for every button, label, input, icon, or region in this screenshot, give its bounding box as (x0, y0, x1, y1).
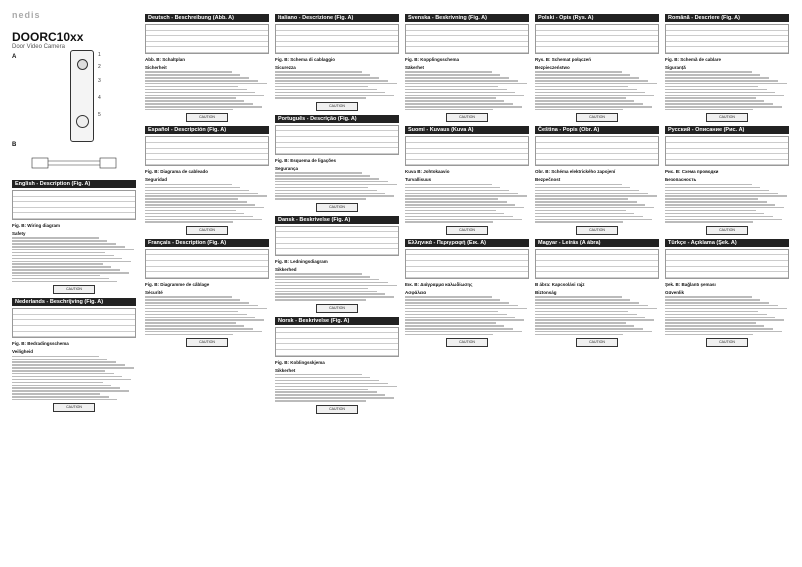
section-title: Polski - Opis (Rys. A) (535, 14, 659, 22)
parts-table (535, 24, 659, 54)
safety-heading: Safety (12, 230, 26, 236)
section-title: Türkçe - Açıklama (Şek. A) (665, 239, 789, 247)
column-1 (12, 176, 136, 556)
camera-lens-icon (77, 59, 88, 70)
caution-warning-icon: CAUTION (186, 226, 228, 235)
parts-row (666, 272, 788, 278)
parts-row (406, 160, 528, 166)
caution-warning-icon: CAUTION (576, 338, 618, 347)
language-section (275, 14, 399, 111)
language-section (535, 239, 659, 347)
product-name: Door Video Camera (12, 44, 65, 50)
callout-2: 2 (98, 64, 101, 70)
door-camera-illustration (70, 50, 94, 142)
parts-row (146, 47, 268, 53)
body-text (275, 71, 399, 98)
safety-heading: Siguranță (665, 64, 686, 70)
language-section (275, 115, 399, 212)
caution-warning-icon: CAUTION (316, 405, 358, 414)
section-title: Ελληνικά - Περιγραφή (Εικ. A) (405, 239, 529, 247)
section-title: English - Description (Fig. A) (12, 180, 136, 188)
section-title: Dansk - Beskrivelse (Fig. A) (275, 216, 399, 224)
section-title: Română - Descriere (Fig. A) (665, 14, 789, 22)
safety-heading: Bezpieczeństwo (535, 64, 570, 70)
parts-row (276, 47, 398, 53)
language-section (405, 14, 529, 122)
callout-5: 5 (98, 112, 101, 118)
body-text (405, 71, 529, 110)
body-text (275, 273, 399, 300)
body-text (145, 296, 269, 335)
caution-warning-icon: CAUTION (576, 113, 618, 122)
caution-warning-icon: CAUTION (446, 113, 488, 122)
parts-row (666, 160, 788, 166)
parts-table (145, 24, 269, 54)
figure-caption: Fig. B: Schemă de cablare (665, 56, 722, 62)
section-title: Norsk - Beskrivelse (Fig. A) (275, 317, 399, 325)
caution-warning-icon: CAUTION (576, 226, 618, 235)
figure-caption: Fig. B: Diagramme de câblage (145, 281, 210, 287)
section-title: Magyar - Leírás (A ábra) (535, 239, 659, 247)
doorbell-button-icon (76, 115, 89, 128)
fig-a-label: A (12, 54, 17, 60)
parts-row (536, 47, 658, 53)
body-text (535, 184, 659, 223)
section-title: Português - Descrição (Fig. A) (275, 115, 399, 123)
figure-caption: Fig. B: Esquema de ligações (275, 157, 337, 163)
safety-heading: Sikkerhed (275, 266, 297, 272)
language-section (12, 298, 136, 412)
parts-table (405, 249, 529, 279)
body-text (535, 296, 659, 335)
parts-table (665, 136, 789, 166)
safety-heading: Sicurezza (275, 64, 296, 70)
language-section (665, 239, 789, 347)
section-title: Español - Descripción (Fig. A) (145, 126, 269, 134)
parts-table (275, 24, 399, 54)
figure-caption: Kuva B: Johtokaavio (405, 169, 450, 175)
model-number: DOORC10xx (12, 30, 84, 44)
language-section (405, 126, 529, 234)
language-section (275, 216, 399, 313)
figure-caption: Fig. B: Koblingsskjema (275, 359, 325, 365)
figure-caption: Rys. B: Schemat połączeń (535, 56, 592, 62)
section-title: Français - Description (Fig. A) (145, 239, 269, 247)
parts-row (276, 148, 398, 154)
language-section (405, 239, 529, 347)
safety-heading: Turvallisuus (405, 177, 432, 183)
caution-warning-icon: CAUTION (706, 338, 748, 347)
body-text (145, 184, 269, 223)
column-2 (145, 10, 269, 558)
callout-1: 1 (98, 52, 101, 58)
section-title: Русский - Описание (Рис. A) (665, 126, 789, 134)
wiring-diagram (30, 150, 120, 176)
figure-caption: Obr. B: Schéma elektrického zapojení (535, 169, 616, 175)
column-4 (405, 10, 529, 558)
figure-caption: Şek. B: Bağlantı şeması (665, 281, 716, 287)
language-section (145, 239, 269, 347)
figure-caption: B ábra: Kapcsolási rajz (535, 281, 585, 287)
parts-row (146, 272, 268, 278)
column-3 (275, 10, 399, 558)
language-section (145, 14, 269, 122)
language-section (535, 14, 659, 122)
safety-heading: Säkerhet (405, 64, 425, 70)
safety-heading: Ασφάλεια (405, 289, 426, 295)
parts-row (13, 332, 135, 338)
section-title: Suomi - Kuvaus (Kuva A) (405, 126, 529, 134)
parts-table (275, 125, 399, 155)
body-text (665, 296, 789, 335)
caution-warning-icon: CAUTION (186, 338, 228, 347)
section-title: Nederlands - Beschrijving (Fig. A) (12, 298, 136, 306)
parts-table (665, 24, 789, 54)
body-text (665, 71, 789, 110)
safety-heading: Güvenlik (665, 289, 685, 295)
parts-table (275, 327, 399, 357)
parts-row (276, 350, 398, 356)
figure-caption: Fig. B: Bedradingsschema (12, 341, 69, 347)
parts-row (536, 160, 658, 166)
caution-warning-icon: CAUTION (446, 226, 488, 235)
safety-heading: Sécurité (145, 289, 163, 295)
language-section (275, 317, 399, 414)
safety-heading: Seguridad (145, 177, 168, 183)
section-title: Italiano - Descrizione (Fig. A) (275, 14, 399, 22)
language-section (12, 180, 136, 294)
figure-caption: Рис. B: Схема проводки (665, 169, 719, 175)
parts-row (276, 249, 398, 255)
safety-heading: Bezpečnost (535, 177, 561, 183)
parts-row (536, 272, 658, 278)
parts-row (13, 213, 135, 219)
body-text (145, 71, 269, 110)
figure-caption: Abb. B: Schaltplan (145, 56, 186, 62)
body-text (405, 296, 529, 335)
safety-heading: Biztonság (535, 289, 557, 295)
caution-warning-icon: CAUTION (706, 113, 748, 122)
parts-row (666, 47, 788, 53)
caution-warning-icon: CAUTION (316, 304, 358, 313)
caution-warning-icon: CAUTION (316, 203, 358, 212)
language-section (145, 126, 269, 234)
parts-table (145, 249, 269, 279)
safety-heading: Segurança (275, 165, 299, 171)
body-text (405, 184, 529, 223)
parts-table (405, 136, 529, 166)
figure-caption: Fig. B: Kopplingsschema (405, 56, 460, 62)
section-title: Deutsch - Beschreibung (Abb. A) (145, 14, 269, 22)
caution-warning-icon: CAUTION (53, 403, 95, 412)
safety-heading: Veiligheid (12, 349, 34, 355)
body-text (275, 172, 399, 199)
parts-table (12, 308, 136, 338)
column-6 (665, 10, 789, 558)
parts-table (665, 249, 789, 279)
language-section (665, 126, 789, 234)
body-text (665, 184, 789, 223)
parts-table (405, 24, 529, 54)
callout-3: 3 (98, 78, 101, 84)
fig-b-label: B (12, 142, 17, 148)
brand-logo: nedis (12, 10, 41, 20)
caution-warning-icon: CAUTION (316, 102, 358, 111)
parts-table (12, 190, 136, 220)
figure-caption: Fig. B: Ledningsdiagram (275, 258, 328, 264)
parts-table (535, 136, 659, 166)
section-title: Čeština - Popis (Obr. A) (535, 126, 659, 134)
body-text (12, 237, 136, 282)
caution-warning-icon: CAUTION (53, 285, 95, 294)
body-text (12, 356, 136, 401)
body-text (535, 71, 659, 110)
parts-row (406, 47, 528, 53)
body-text (275, 374, 399, 401)
safety-heading: Sicherheit (145, 64, 167, 70)
language-section (535, 126, 659, 234)
safety-heading: Безопасность (665, 177, 697, 183)
figure-caption: Fig. B: Schema di cablaggio (275, 56, 336, 62)
caution-warning-icon: CAUTION (186, 113, 228, 122)
parts-row (146, 160, 268, 166)
parts-table (535, 249, 659, 279)
callout-4: 4 (98, 95, 101, 101)
parts-row (406, 272, 528, 278)
language-section (665, 14, 789, 122)
parts-table (145, 136, 269, 166)
caution-warning-icon: CAUTION (706, 226, 748, 235)
safety-heading: Sikkerhet (275, 367, 296, 373)
section-title: Svenska - Beskrivning (Fig. A) (405, 14, 529, 22)
figure-caption: Εικ. B: Διάγραμμα καλωδίωσης (405, 281, 473, 287)
figure-caption: Fig. B: Diagrama de cableado (145, 169, 209, 175)
parts-table (275, 226, 399, 256)
column-5 (535, 10, 659, 558)
caution-warning-icon: CAUTION (446, 338, 488, 347)
figure-caption: Fig. B: Wiring diagram (12, 222, 60, 228)
